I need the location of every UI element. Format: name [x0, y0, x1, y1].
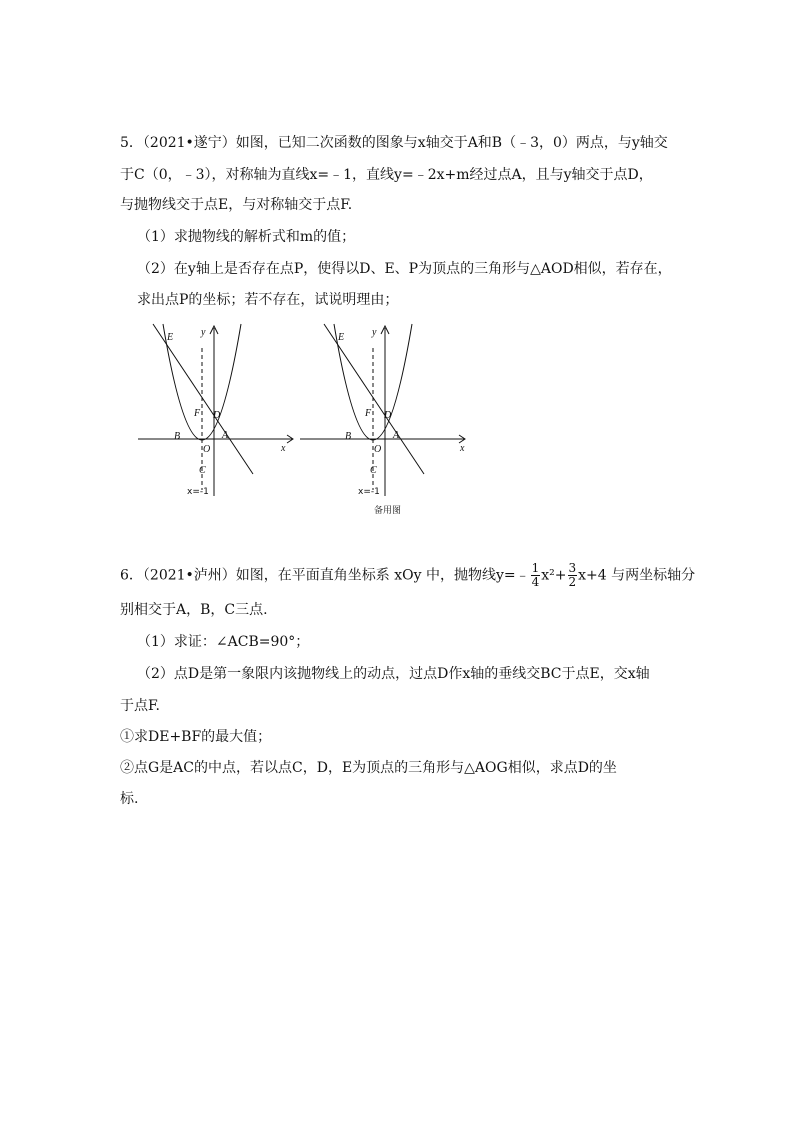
q5-figure-main — [130, 318, 300, 500]
label-B: B — [345, 431, 352, 442]
label-E: E — [167, 332, 174, 343]
label-O: O — [374, 444, 382, 455]
q6-line-1-pre: 6．（2021•泸州）如图，在平面直角坐标系 xOy 中，抛物线y=﹣ — [120, 567, 530, 584]
label-A: A — [393, 430, 400, 441]
frac1-den: 4 — [531, 575, 540, 589]
q6-sub-2a: ②点G是AC的中点，若以点C，D，E为顶点的三角形与△AOG相似，求点D的坐 — [120, 760, 617, 776]
q5-part-1: （1）求抛物线的解析式和m的值； — [137, 229, 356, 245]
q5-line-3: 与抛物线交于点E，与对称轴交于点F. — [120, 197, 353, 213]
frac2-num: 3 — [568, 561, 577, 575]
fraction-three-halves — [568, 562, 578, 589]
label-F: F — [194, 408, 201, 419]
label-F: F — [365, 408, 372, 419]
label-x: x — [281, 443, 286, 454]
label-B: B — [174, 431, 181, 442]
q6-line-1-mid: x²+ — [541, 567, 567, 584]
q6-line-1 — [120, 562, 695, 589]
q6-line-1-post: x+4 与两坐标轴分 — [578, 567, 696, 584]
spare-figure-caption: 备用图 — [374, 506, 402, 516]
label-y: y — [372, 327, 377, 338]
label-E: E — [338, 332, 345, 343]
label-A: A — [222, 430, 229, 441]
label-C: C — [370, 465, 377, 476]
parabola — [334, 324, 412, 440]
q6-part-2b: 于点F. — [120, 698, 160, 714]
label-axis-x-minus-1: x=-1 — [358, 487, 380, 497]
label-x: x — [460, 443, 465, 454]
q5-part-2b: 求出点P的坐标；若不存在，试说明理由； — [137, 292, 399, 308]
label-C: C — [199, 465, 206, 476]
fraction-one-quarter — [531, 562, 541, 589]
label-axis-x-minus-1: x=-1 — [187, 487, 209, 497]
q6-sub-2b: 标. — [120, 791, 139, 807]
q6-part-2a: （2）点D是第一象限内该抛物线上的动点，过点D作x轴的垂线交BC于点E，交x轴 — [137, 666, 650, 682]
q6-sub-1: ①求DE+BF的最大值； — [120, 729, 272, 745]
frac2-den: 2 — [568, 575, 577, 589]
label-D: D — [213, 410, 221, 421]
q5-figure-spare — [296, 318, 472, 518]
parabola — [163, 324, 241, 440]
frac1-num: 1 — [531, 561, 540, 575]
q5-line-1: 5．（2021•遂宁）如图，已知二次函数的图象与x轴交于A和B（﹣3，0）两点，与y轴交 — [120, 135, 668, 151]
q6-line-2: 别相交于A，B，C三点. — [120, 602, 268, 618]
q6-part-1: （1）求证：∠ACB=90°； — [137, 634, 310, 650]
label-D: D — [384, 410, 392, 421]
q5-part-2a: （2）在y轴上是否存在点P，使得以D、E、P为顶点的三角形与△AOD相似，若存在， — [137, 261, 672, 277]
label-y: y — [201, 327, 206, 338]
label-O: O — [203, 444, 211, 455]
q5-line-2: 于C（0，﹣3），对称轴为直线x=﹣1，直线y=﹣2x+m经过点A，且与y轴交于点D， — [120, 167, 653, 183]
